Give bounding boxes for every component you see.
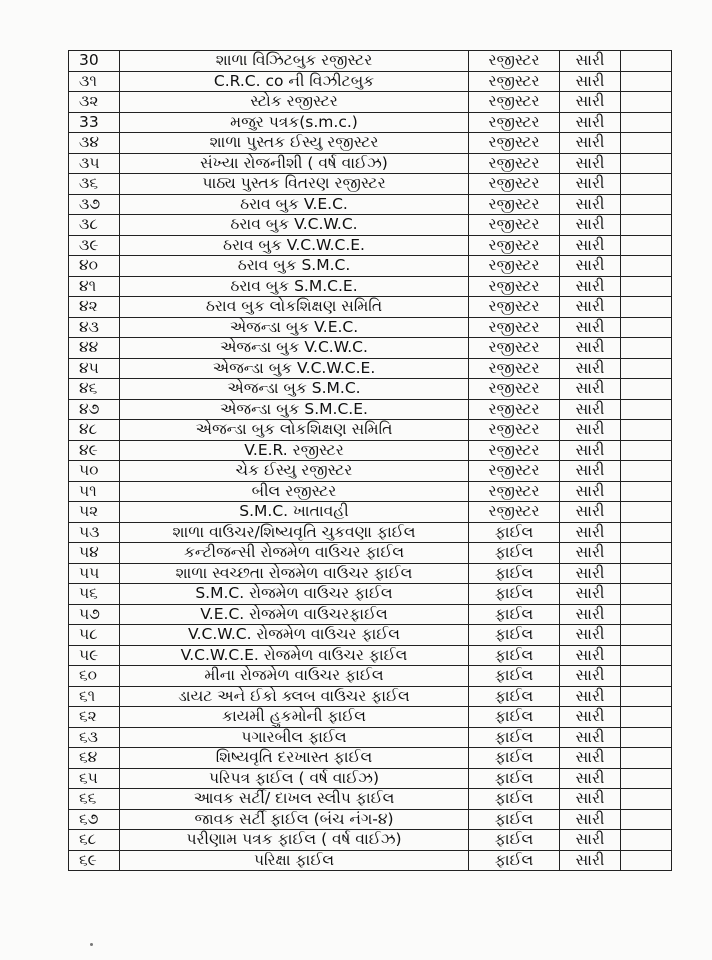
table-row xyxy=(69,297,672,318)
item-condition: સારી xyxy=(560,830,621,851)
item-condition: સારી xyxy=(560,604,621,625)
item-name: ડાયટ અને ઈકો ક્લબ વાઉચર ફાઈલ xyxy=(120,686,469,707)
item-condition: સારી xyxy=(560,768,621,789)
blank-cell xyxy=(621,809,672,830)
table-row xyxy=(69,625,672,646)
item-condition: સારી xyxy=(560,51,621,72)
row-number: ૬૮ xyxy=(69,830,120,851)
table-row xyxy=(69,92,672,113)
item-name: V.E.C. રોજમેળ વાઉચરફાઈલ xyxy=(120,604,469,625)
blank-cell xyxy=(621,420,672,441)
row-number: ૩૭ xyxy=(69,194,120,215)
table-row xyxy=(69,440,672,461)
item-type: રજીસ્ટર xyxy=(469,235,560,256)
item-type: ફાઈલ xyxy=(469,563,560,584)
table-row xyxy=(69,379,672,400)
table-row xyxy=(69,850,672,871)
records-table xyxy=(68,50,672,871)
table-row xyxy=(69,399,672,420)
row-number: ૪૧ xyxy=(69,276,120,297)
row-number: ૬૧ xyxy=(69,686,120,707)
item-condition: સારી xyxy=(560,727,621,748)
row-number: ૪૫ xyxy=(69,358,120,379)
item-name: પગારબીલ ફાઈલ xyxy=(120,727,469,748)
item-condition: સારી xyxy=(560,379,621,400)
table-row xyxy=(69,563,672,584)
table-row xyxy=(69,543,672,564)
item-condition: સારી xyxy=(560,502,621,523)
blank-cell xyxy=(621,379,672,400)
scan-speck xyxy=(90,943,93,946)
table-row xyxy=(69,358,672,379)
blank-cell xyxy=(621,481,672,502)
item-condition: સારી xyxy=(560,666,621,687)
item-name: પરિક્ષા ફાઈલ xyxy=(120,850,469,871)
item-condition: સારી xyxy=(560,584,621,605)
row-number: ૫૬ xyxy=(69,584,120,605)
item-name: ઠરાવ બુક લોકશિક્ષણ સમિતિ xyxy=(120,297,469,318)
blank-cell xyxy=(621,235,672,256)
row-number: ૩૪ xyxy=(69,133,120,154)
item-type: ફાઈલ xyxy=(469,584,560,605)
item-type: રજીસ્ટર xyxy=(469,317,560,338)
blank-cell xyxy=(621,256,672,277)
row-number: ૫૨ xyxy=(69,502,120,523)
item-type: ફાઈલ xyxy=(469,850,560,871)
row-number: ૩૨ xyxy=(69,92,120,113)
row-number: ૪૯ xyxy=(69,440,120,461)
blank-cell xyxy=(621,297,672,318)
item-condition: સારી xyxy=(560,748,621,769)
item-name: બીલ રજીસ્ટર xyxy=(120,481,469,502)
blank-cell xyxy=(621,686,672,707)
table-row xyxy=(69,522,672,543)
row-number: 33 xyxy=(69,112,120,133)
row-number: ૩૬ xyxy=(69,174,120,195)
records-table-body xyxy=(69,51,672,871)
table-row xyxy=(69,584,672,605)
blank-cell xyxy=(621,440,672,461)
item-type: રજીસ્ટર xyxy=(469,276,560,297)
blank-cell xyxy=(621,276,672,297)
item-name: ઠરાવ બુક S.M.C. xyxy=(120,256,469,277)
row-number: ૫૮ xyxy=(69,625,120,646)
blank-cell xyxy=(621,51,672,72)
item-type: ફાઈલ xyxy=(469,830,560,851)
blank-cell xyxy=(621,666,672,687)
item-type: ફાઈલ xyxy=(469,543,560,564)
item-condition: સારી xyxy=(560,522,621,543)
item-name: V.E.R. રજીસ્ટર xyxy=(120,440,469,461)
blank-cell xyxy=(621,604,672,625)
item-condition: સારી xyxy=(560,707,621,728)
row-number: ૩૫ xyxy=(69,153,120,174)
item-name: ઠરાવ બુક V.C.W.C. xyxy=(120,215,469,236)
item-name: S.M.C. ખાતાવહી xyxy=(120,502,469,523)
table-row xyxy=(69,194,672,215)
item-type: રજીસ્ટર xyxy=(469,71,560,92)
item-name: શાળા પુસ્તક ઈસ્યુ રજીસ્ટર xyxy=(120,133,469,154)
item-name: સ્ટોક રજીસ્ટર xyxy=(120,92,469,113)
item-type: રજીસ્ટર xyxy=(469,502,560,523)
item-condition: સારી xyxy=(560,481,621,502)
item-type: ફાઈલ xyxy=(469,789,560,810)
item-type: ફાઈલ xyxy=(469,748,560,769)
item-name: પરીણામ પત્રક ફાઈલ ( વર્ષ વાઈઝ) xyxy=(120,830,469,851)
item-condition: સારી xyxy=(560,686,621,707)
item-condition: સારી xyxy=(560,543,621,564)
table-row xyxy=(69,133,672,154)
item-type: રજીસ્ટર xyxy=(469,112,560,133)
table-row xyxy=(69,830,672,851)
table-row xyxy=(69,481,672,502)
item-type: ફાઈલ xyxy=(469,768,560,789)
row-number: ૪૮ xyxy=(69,420,120,441)
item-condition: સારી xyxy=(560,215,621,236)
item-name: શિષ્યવૃતિ દરખાસ્ત ફાઈલ xyxy=(120,748,469,769)
item-name: ઠરાવ બુક S.M.C.E. xyxy=(120,276,469,297)
item-name: જાવક સર્ટી ફાઈલ (બંચ નંગ-૪) xyxy=(120,809,469,830)
blank-cell xyxy=(621,543,672,564)
item-condition: સારી xyxy=(560,420,621,441)
row-number: ૫૪ xyxy=(69,543,120,564)
table-row xyxy=(69,461,672,482)
table-row xyxy=(69,727,672,748)
row-number: ૫૫ xyxy=(69,563,120,584)
blank-cell xyxy=(621,194,672,215)
table-row xyxy=(69,276,672,297)
row-number: ૩૧ xyxy=(69,71,120,92)
item-name: એજન્ડા બુક S.M.C. xyxy=(120,379,469,400)
item-name: ચેક ઈસ્યુ રજીસ્ટર xyxy=(120,461,469,482)
table-row xyxy=(69,215,672,236)
item-name: એજન્ડા બુક V.E.C. xyxy=(120,317,469,338)
item-condition: સારી xyxy=(560,563,621,584)
item-condition: સારી xyxy=(560,235,621,256)
table-row xyxy=(69,317,672,338)
item-condition: સારી xyxy=(560,358,621,379)
blank-cell xyxy=(621,317,672,338)
blank-cell xyxy=(621,625,672,646)
blank-cell xyxy=(621,358,672,379)
table-row xyxy=(69,256,672,277)
item-name: એજન્ડા બુક લોકશિક્ષણ સમિતિ xyxy=(120,420,469,441)
blank-cell xyxy=(621,71,672,92)
row-number: ૪૦ xyxy=(69,256,120,277)
item-type: ફાઈલ xyxy=(469,604,560,625)
blank-cell xyxy=(621,563,672,584)
row-number: ૬૦ xyxy=(69,666,120,687)
blank-cell xyxy=(621,584,672,605)
table-row xyxy=(69,51,672,72)
blank-cell xyxy=(621,153,672,174)
item-condition: સારી xyxy=(560,809,621,830)
item-name: આવક સર્ટી/ દાખલ સ્લીપ ફાઈલ xyxy=(120,789,469,810)
row-number: ૪૭ xyxy=(69,399,120,420)
item-name: C.R.C. co ની વિઝીટબુક xyxy=(120,71,469,92)
item-name: મજુર પત્રક(s.m.c.) xyxy=(120,112,469,133)
item-type: ફાઈલ xyxy=(469,727,560,748)
row-number: ૪૪ xyxy=(69,338,120,359)
item-name: S.M.C. રોજમેળ વાઉચર ફાઈલ xyxy=(120,584,469,605)
blank-cell xyxy=(621,748,672,769)
table-row xyxy=(69,153,672,174)
item-name: કન્ટીજન્સી રોજમેળ વાઉચર ફાઈલ xyxy=(120,543,469,564)
row-number: ૬૪ xyxy=(69,748,120,769)
row-number: ૩૯ xyxy=(69,235,120,256)
table-row xyxy=(69,707,672,728)
table-row xyxy=(69,502,672,523)
row-number: ૬૬ xyxy=(69,789,120,810)
item-condition: સારી xyxy=(560,850,621,871)
table-row xyxy=(69,112,672,133)
item-name: એજન્ડા બુક S.M.C.E. xyxy=(120,399,469,420)
table-row xyxy=(69,686,672,707)
item-condition: સારી xyxy=(560,625,621,646)
blank-cell xyxy=(621,461,672,482)
table-row xyxy=(69,748,672,769)
row-number: ૫૯ xyxy=(69,645,120,666)
item-name: શાળા વિઝિટબુક રજીસ્ટર xyxy=(120,51,469,72)
item-condition: સારી xyxy=(560,645,621,666)
item-name: પરિપત્ર ફાઈલ ( વર્ષ વાઈઝ) xyxy=(120,768,469,789)
item-name: સંખ્યા રોજનીશી ( વર્ષ વાઈઝ) xyxy=(120,153,469,174)
item-name: ઠરાવ બુક V.C.W.C.E. xyxy=(120,235,469,256)
item-type: રજીસ્ટર xyxy=(469,399,560,420)
item-name: V.C.W.C. રોજમેળ વાઉચર ફાઈલ xyxy=(120,625,469,646)
item-condition: સારી xyxy=(560,256,621,277)
item-condition: સારી xyxy=(560,71,621,92)
table-row xyxy=(69,174,672,195)
item-type: રજીસ્ટર xyxy=(469,92,560,113)
item-type: રજીસ્ટર xyxy=(469,215,560,236)
row-number: ૩૮ xyxy=(69,215,120,236)
table-row xyxy=(69,235,672,256)
row-number: ૫૭ xyxy=(69,604,120,625)
item-type: રજીસ્ટર xyxy=(469,440,560,461)
blank-cell xyxy=(621,645,672,666)
item-name: પાઠ્ય પુસ્તક વિતરણ રજીસ્ટર xyxy=(120,174,469,195)
item-condition: સારી xyxy=(560,440,621,461)
blank-cell xyxy=(621,850,672,871)
item-type: રજીસ્ટર xyxy=(469,174,560,195)
row-number: ૫૦ xyxy=(69,461,120,482)
row-number: ૬૩ xyxy=(69,727,120,748)
table-row xyxy=(69,789,672,810)
item-type: ફાઈલ xyxy=(469,666,560,687)
table-row xyxy=(69,71,672,92)
blank-cell xyxy=(621,215,672,236)
item-condition: સારી xyxy=(560,112,621,133)
item-type: ફાઈલ xyxy=(469,625,560,646)
item-condition: સારી xyxy=(560,338,621,359)
table-row xyxy=(69,645,672,666)
item-type: રજીસ્ટર xyxy=(469,297,560,318)
blank-cell xyxy=(621,92,672,113)
item-condition: સારી xyxy=(560,461,621,482)
item-type: ફાઈલ xyxy=(469,645,560,666)
row-number: ૪૩ xyxy=(69,317,120,338)
row-number: ૬૭ xyxy=(69,809,120,830)
item-type: રજીસ્ટર xyxy=(469,461,560,482)
item-condition: સારી xyxy=(560,789,621,810)
row-number: ૫૧ xyxy=(69,481,120,502)
item-type: રજીસ્ટર xyxy=(469,338,560,359)
item-name: એજન્ડા બુક V.C.W.C.E. xyxy=(120,358,469,379)
row-number: ૬૯ xyxy=(69,850,120,871)
item-type: રજીસ્ટર xyxy=(469,133,560,154)
item-condition: સારી xyxy=(560,92,621,113)
table-row xyxy=(69,604,672,625)
blank-cell xyxy=(621,112,672,133)
item-condition: સારી xyxy=(560,194,621,215)
row-number: ૪૬ xyxy=(69,379,120,400)
table-row xyxy=(69,666,672,687)
row-number: ૪૨ xyxy=(69,297,120,318)
item-condition: સારી xyxy=(560,133,621,154)
item-type: રજીસ્ટર xyxy=(469,420,560,441)
blank-cell xyxy=(621,522,672,543)
item-type: રજીસ્ટર xyxy=(469,51,560,72)
item-name: શાળા વાઉચર/શિષ્યવૃતિ ચુકવણા ફાઈલ xyxy=(120,522,469,543)
item-type: ફાઈલ xyxy=(469,686,560,707)
table-row xyxy=(69,420,672,441)
table-row xyxy=(69,768,672,789)
item-type: રજીસ્ટર xyxy=(469,358,560,379)
item-condition: સારી xyxy=(560,276,621,297)
blank-cell xyxy=(621,707,672,728)
blank-cell xyxy=(621,338,672,359)
item-condition: સારી xyxy=(560,399,621,420)
row-number: ૬૫ xyxy=(69,768,120,789)
item-condition: સારી xyxy=(560,297,621,318)
blank-cell xyxy=(621,789,672,810)
item-name: કાયમી હુકમોની ફાઈલ xyxy=(120,707,469,728)
item-condition: સારી xyxy=(560,317,621,338)
blank-cell xyxy=(621,727,672,748)
table-row xyxy=(69,809,672,830)
item-type: રજીસ્ટર xyxy=(469,481,560,502)
table-row xyxy=(69,338,672,359)
blank-cell xyxy=(621,768,672,789)
item-name: ઠરાવ બુક V.E.C. xyxy=(120,194,469,215)
row-number: ૬૨ xyxy=(69,707,120,728)
row-number: 30 xyxy=(69,51,120,72)
item-type: ફાઈલ xyxy=(469,522,560,543)
blank-cell xyxy=(621,830,672,851)
item-type: રજીસ્ટર xyxy=(469,379,560,400)
item-name: મીના રોજમેળ વાઉચર ફાઈલ xyxy=(120,666,469,687)
item-name: એજન્ડા બુક V.C.W.C. xyxy=(120,338,469,359)
item-type: રજીસ્ટર xyxy=(469,153,560,174)
item-type: રજીસ્ટર xyxy=(469,256,560,277)
item-type: ફાઈલ xyxy=(469,809,560,830)
item-name: V.C.W.C.E. રોજમેળ વાઉચર ફાઈલ xyxy=(120,645,469,666)
blank-cell xyxy=(621,133,672,154)
item-type: ફાઈલ xyxy=(469,707,560,728)
item-condition: સારી xyxy=(560,174,621,195)
blank-cell xyxy=(621,502,672,523)
blank-cell xyxy=(621,399,672,420)
row-number: ૫૩ xyxy=(69,522,120,543)
item-name: શાળા સ્વચ્છતા રોજમેળ વાઉચર ફાઈલ xyxy=(120,563,469,584)
item-type: રજીસ્ટર xyxy=(469,194,560,215)
item-condition: સારી xyxy=(560,153,621,174)
blank-cell xyxy=(621,174,672,195)
